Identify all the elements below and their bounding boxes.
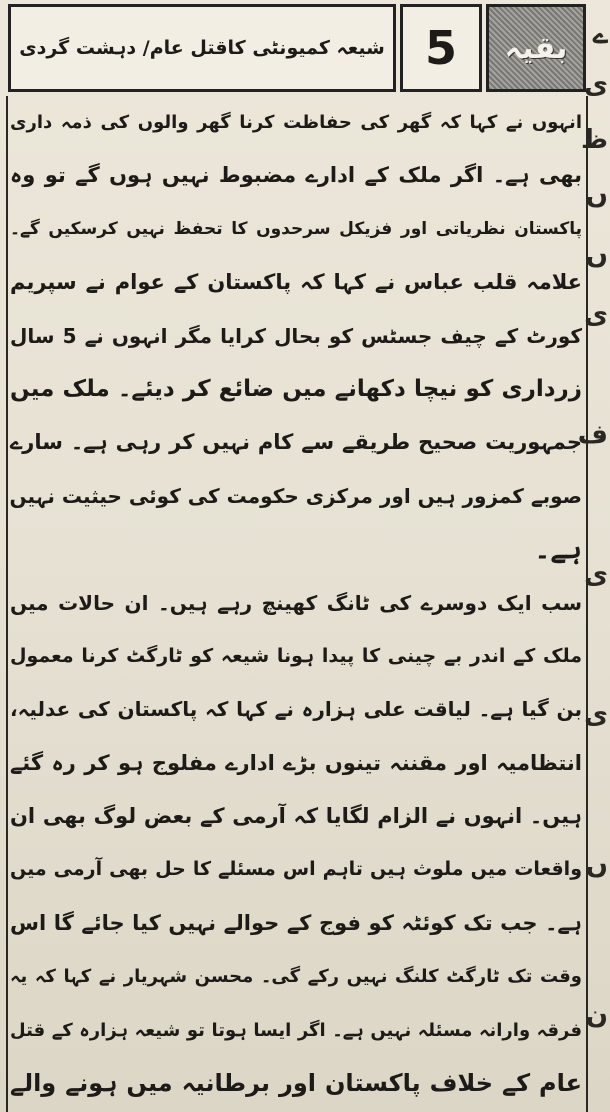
- text-line: صوبے کمزور ہیں اور مرکزی حکومت کی کوئی حیثیت نہیں: [9, 483, 582, 508]
- text-line: انہوں نے کہا کہ گھر کی حفاظت کرنا گھر والوں کی ذمہ داری: [10, 112, 582, 133]
- text-line: انتظامیہ اور مقننہ تینوں بڑے ادارے مفلوج ہو کر رہ گئے: [10, 750, 582, 775]
- text-line: سب ایک دوسرے کی ٹانگ کھینچ رہے ہیں۔ ان حالات میں: [10, 590, 582, 615]
- column-rule-left: [6, 96, 8, 1112]
- continued-label: بقیہ: [504, 30, 568, 66]
- page-number-box: [400, 4, 482, 92]
- adjacent-glyph: ف: [577, 420, 608, 450]
- adjacent-glyph: ے: [592, 20, 608, 50]
- text-line: علامہ قلب عباس نے کہا کہ پاکستان کے عوام نے سپریم: [10, 270, 582, 295]
- continued-badge: [486, 4, 586, 92]
- text-line: زرداری کو نیچا دکھانے میں ضائع کر دیئے۔ ملک میں: [10, 375, 582, 402]
- column-header: [8, 4, 586, 92]
- adjacent-glyph: ی: [584, 70, 608, 100]
- adjacent-glyph: ں: [585, 240, 608, 270]
- page-number: 5: [424, 21, 457, 75]
- text-line: وقت تک ٹارگٹ کلنگ نہیں رکے گی۔ محسن شہریار نے کہا کہ یہ: [10, 966, 582, 988]
- headline: شیعہ کمیونٹی کاقتل عام/ دہشت گردی: [19, 37, 385, 59]
- text-line: بن گیا ہے۔ لیاقت علی ہزارہ نے کہا کہ پاکستان کی عدلیہ،: [10, 697, 582, 722]
- text-line: پاکستان نظریاتی اور فزیکل سرحدوں کا تحفظ نہیں کرسکیں گے۔: [10, 218, 582, 239]
- adjacent-glyph: ی: [584, 300, 608, 330]
- adjacent-glyph: ی: [584, 700, 608, 730]
- text-line: جمہوریت صحیح طریقے سے کام نہیں کر رہی ہے۔ سارے: [10, 430, 582, 455]
- text-line: بھی ہے۔ اگر ملک کے ادارے مضبوط نہیں ہوں گے تو وہ: [10, 163, 582, 188]
- adjacent-glyph: ی: [584, 560, 608, 590]
- text-line: ملک کے اندر بے چینی کا پیدا ہونا شیعہ کو ٹارگٹ کرنا معمول: [10, 644, 582, 667]
- adjacent-column-fragment: [577, 0, 610, 1112]
- text-line: ہے۔: [534, 534, 582, 566]
- text-line: واقعات میں ملوث ہیں تاہم اس مسئلے کا حل بھی آرمی میں: [10, 858, 582, 881]
- adjacent-glyph: ن: [585, 1000, 608, 1030]
- article-body: [10, 96, 582, 1110]
- headline-box: [8, 4, 396, 92]
- adjacent-glyph: ں: [585, 180, 608, 210]
- text-line: فرقہ وارانہ مسئلہ نہیں ہے۔ اگر ایسا ہوتا تو شیعہ ہزارہ کے قتل: [10, 1019, 582, 1041]
- text-line: ہیں۔ انہوں نے الزام لگایا کہ آرمی کے بعض لوگ بھی ان: [10, 804, 582, 829]
- adjacent-glyph: ظ: [580, 125, 608, 155]
- text-line: ہے۔ جب تک کوئٹہ کو فوج کے حوالے نہیں کیا جائے گا اس: [10, 910, 582, 935]
- text-line: عام کے خلاف پاکستان اور برطانیہ میں ہونے والے: [10, 1069, 582, 1098]
- text-line: کورٹ کے چیف جسٹس کو بحال کرایا مگر انہوں نے 5 سال: [10, 323, 583, 348]
- adjacent-glyph: ں: [585, 850, 608, 880]
